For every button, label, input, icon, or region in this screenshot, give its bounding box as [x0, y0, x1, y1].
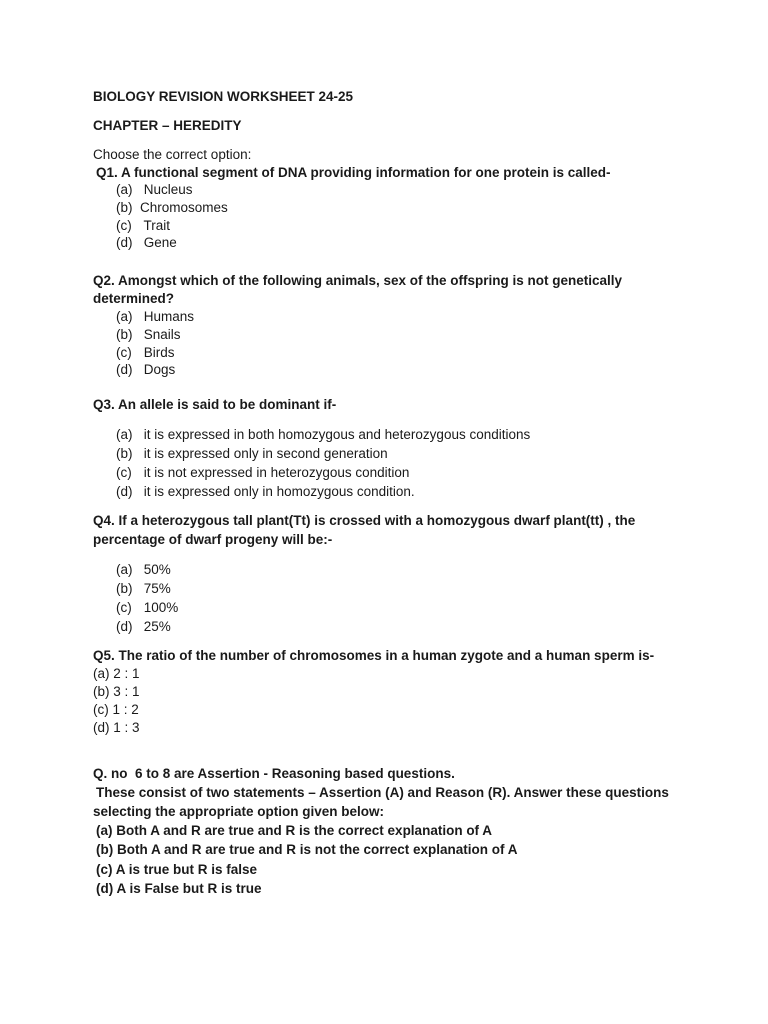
- q2-option-d: (d) Dogs: [116, 362, 176, 377]
- q3-option-a: (a) it is expressed in both homozygous and heterozygous conditions: [116, 427, 531, 442]
- q5-option-b: (b) 3 : 1: [93, 684, 140, 699]
- chapter-title: CHAPTER – HEREDITY: [93, 118, 242, 133]
- question-5: Q5. The ratio of the number of chromosomes in a human zygote and a human sperm is-: [93, 648, 655, 663]
- question-2-line-1: Q2. Amongst which of the following animals, sex of the offspring is not genetically: [93, 273, 623, 288]
- q1-option-d: (d) Gene: [116, 235, 177, 250]
- q3-option-d: (d) it is expressed only in homozygous condition.: [116, 484, 415, 499]
- question-2-line-2: determined?: [93, 291, 175, 306]
- assertion-option-c: (c) A is true but R is false: [96, 862, 258, 877]
- q2-option-b: (b) Snails: [116, 327, 181, 342]
- assertion-intro-line-1: These consist of two statements – Assertion (A) and Reason (R). Answer these questions: [96, 785, 669, 800]
- q4-option-b: (b) 75%: [116, 581, 171, 596]
- q3-option-b: (b) it is expressed only in second generation: [116, 446, 388, 461]
- q2-option-c: (c) Birds: [116, 345, 175, 360]
- q5-option-d: (d) 1 : 3: [93, 720, 140, 735]
- q5-option-a: (a) 2 : 1: [93, 666, 140, 681]
- q3-option-c: (c) it is not expressed in heterozygous condition: [116, 465, 410, 480]
- question-4-line-1: Q4. If a heterozygous tall plant(Tt) is crossed with a homozygous dwarf plant(tt) , the: [93, 513, 636, 528]
- q4-option-c: (c) 100%: [116, 600, 179, 615]
- assertion-section-heading: Q. no 6 to 8 are Assertion - Reasoning based questions.: [93, 766, 455, 781]
- instruction-text: Choose the correct option:: [93, 147, 252, 162]
- worksheet-title: BIOLOGY REVISION WORKSHEET 24-25: [93, 89, 354, 104]
- assertion-option-b: (b) Both A and R are true and R is not the correct explanation of A: [96, 842, 518, 857]
- q4-option-d: (d) 25%: [116, 619, 171, 634]
- question-4-line-2: percentage of dwarf progeny will be:-: [93, 532, 333, 547]
- assertion-option-a: (a) Both A and R are true and R is the correct explanation of A: [96, 823, 493, 838]
- q2-option-a: (a) Humans: [116, 309, 195, 324]
- question-1: Q1. A functional segment of DNA providing information for one protein is called-: [96, 165, 611, 180]
- q1-option-b: (b) Chromosomes: [116, 200, 228, 215]
- q5-option-c: (c) 1 : 2: [93, 702, 139, 717]
- q1-option-c: (c) Trait: [116, 218, 171, 233]
- q4-option-a: (a) 50%: [116, 562, 171, 577]
- assertion-option-d: (d) A is False but R is true: [96, 881, 262, 896]
- q1-option-a: (a) Nucleus: [116, 182, 193, 197]
- assertion-intro-line-2: selecting the appropriate option given below:: [93, 804, 385, 819]
- question-3: Q3. An allele is said to be dominant if-: [93, 397, 337, 412]
